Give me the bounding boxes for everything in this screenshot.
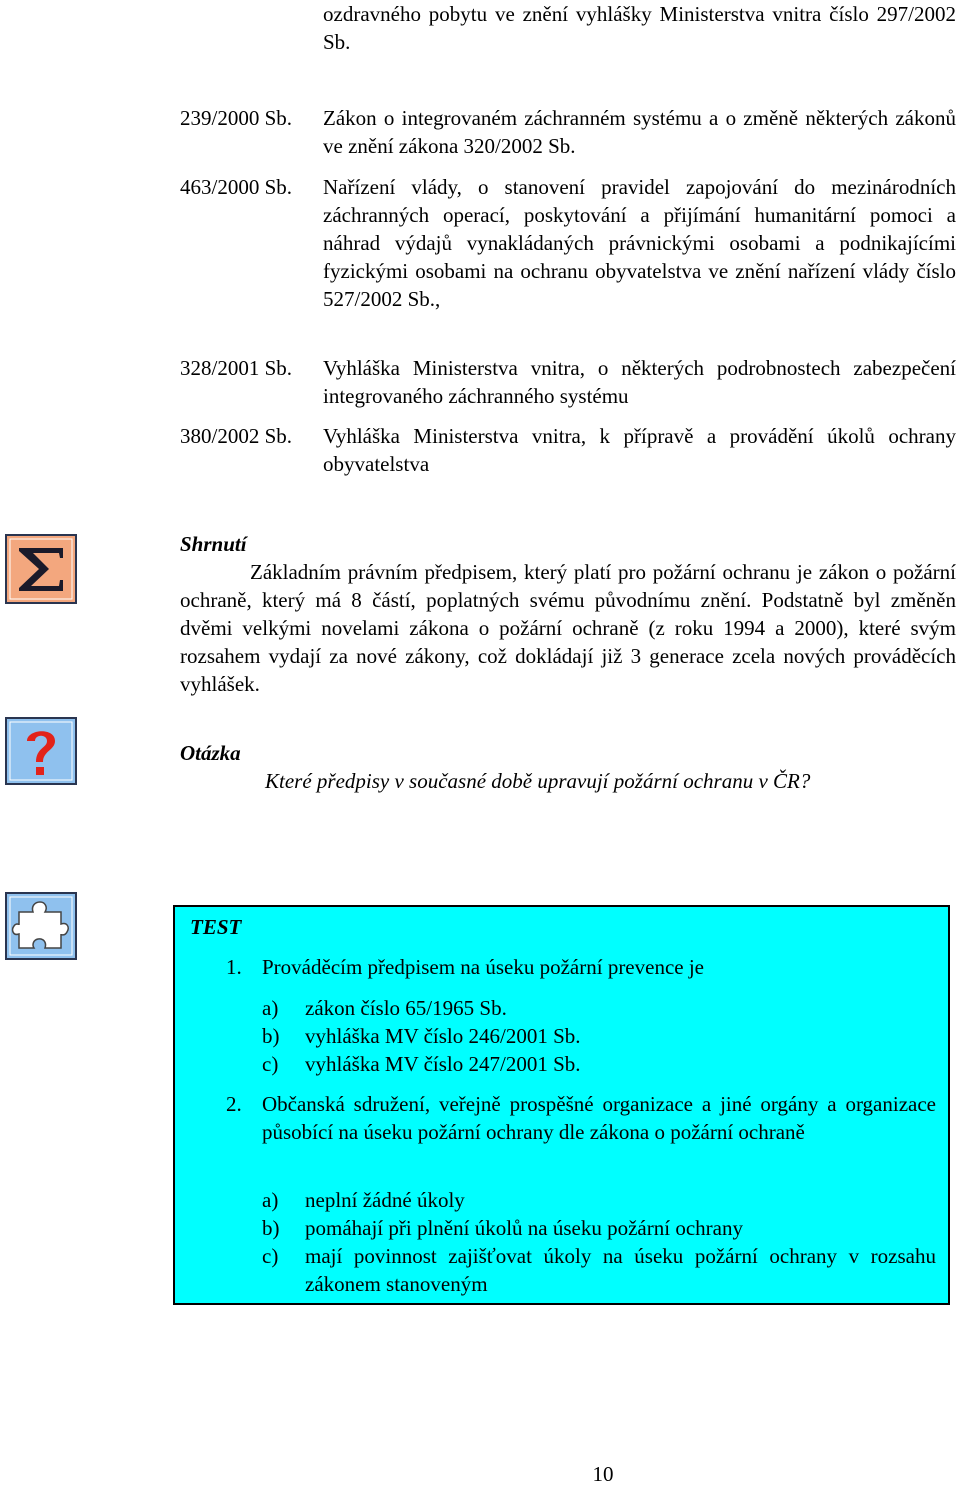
option-label: c) [262,1244,279,1268]
option-label: a) [262,996,279,1020]
test-heading: TEST [190,915,242,939]
law-text: Vyhláška Ministerstva vnitra, k přípravě a provádění úkolů ochrany obyvatelstva [323,424,956,476]
question-text: Které předpisy v současné době upravují požární ochranu v ČR? [265,769,811,793]
test-question-number: 2. [226,1092,242,1116]
law-number: 380/2002 Sb. [180,424,293,448]
test-question-text: Občanská sdružení, veřejně prospěšné organizace a jiné orgány a organizace působící na úseku požární ochrany dle zákona o požární ochraně [262,1092,936,1144]
page-number: 10 [592,1462,614,1486]
law-number: 328/2001 Sb. [180,356,293,380]
test-question-number: 1. [226,955,242,979]
law-text: ozdravného pobytu ve znění vyhlášky Ministerstva vnitra číslo 297/2002 Sb. [323,2,956,54]
law-text: Nařízení vlády, o stanovení pravidel zapojování do mezinárodních záchranných operací, poskytování a přijímání humanitární pomoci a náhrad výdajů vynakládaných právnickými osobami a podnikajícími fyzickými osobami na ochranu obyvatelstva ve znění nařízení vlády číslo 527/2002 Sb., [323,175,956,311]
option-label: b) [262,1216,280,1240]
option-text: neplní žádné úkoly [305,1188,465,1212]
law-text: Vyhláška Ministerstva vnitra, o některých podrobnostech zabezpečení integrovaného záchranného systému [323,356,956,408]
option-text: vyhláška MV číslo 246/2001 Sb. [305,1024,581,1048]
option-label: c) [262,1052,279,1076]
law-number: 239/2000 Sb. [180,106,293,130]
summary-text: Základním právním předpisem, který platí pro požární ochranu je zákon o požární ochraně, který má 8 částí, poplatných svému původnímu znění. Podstatně byl změněn dvěmi velkými novelami zákona o požární ochraně (z roku 1994 a 2000), které svým rozsahem vydají za nové zákony, což dokládají již 3 generace zcela nových prováděcích vyhlášek. [180,560,956,696]
summary-heading: Shrnutí [180,532,247,556]
question-heading: Otázka [180,741,241,765]
option-label: b) [262,1024,280,1048]
law-number: 463/2000 Sb. [180,175,293,199]
test-question-text: Prováděcím předpisem na úseku požární prevence je [262,955,704,979]
sigma-icon [5,534,77,604]
question-mark-icon [5,717,77,785]
option-text: pomáhají při plnění úkolů na úseku požární ochrany [305,1216,743,1240]
puzzle-piece-icon [5,892,77,960]
law-text: Zákon o integrovaném záchranném systému a o změně některých zákonů ve znění zákona 320/2002 Sb. [323,106,956,158]
option-text: mají povinnost zajišťovat úkoly na úseku požární ochrany v rozsahu zákonem stanoveným [305,1244,936,1296]
option-text: vyhláška MV číslo 247/2001 Sb. [305,1052,581,1076]
option-label: a) [262,1188,279,1212]
option-text: zákon číslo 65/1965 Sb. [305,996,507,1020]
